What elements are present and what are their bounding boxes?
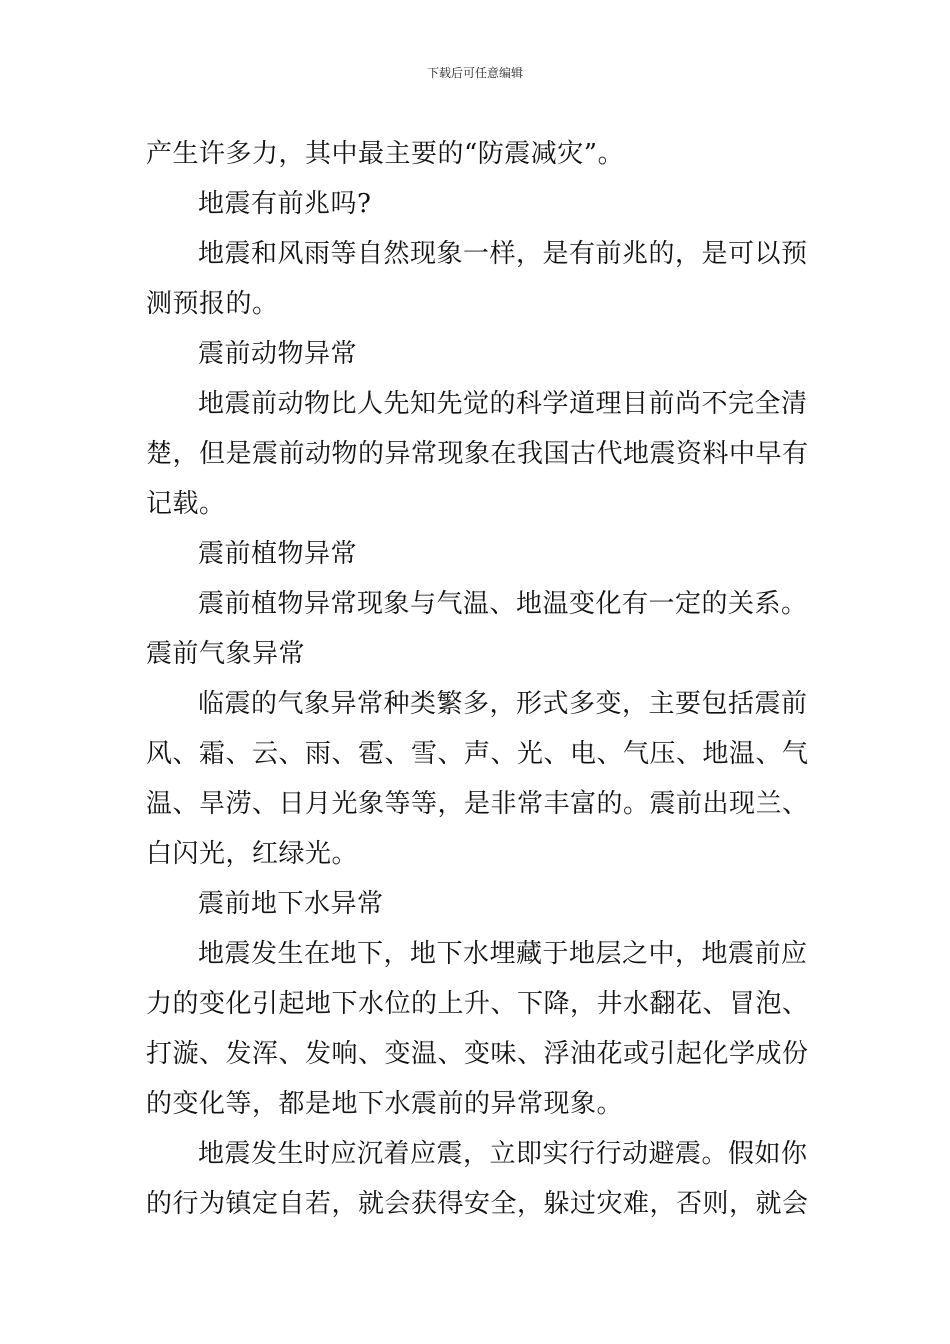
- text-line: 白闪光，红绿光。: [146, 839, 359, 869]
- text-line: 产生许多力，其中最主要的“防震减灾”。: [146, 139, 625, 169]
- document-body: [146, 129, 809, 1229]
- text-line: 风、霜、云、雨、雹、雪、声、光、电、气压、地温、气: [146, 739, 809, 769]
- page-header-note: 下载后可任意编辑: [426, 66, 523, 80]
- section-heading: 震前气象异常: [146, 639, 306, 669]
- text-line: 力的变化引起地下水位的上升、下降，井水翻花、冒泡、: [146, 989, 809, 1019]
- text-line: 记载。: [146, 489, 226, 519]
- section-heading: 震前动物异常: [198, 339, 358, 369]
- text-line: 测预报的。: [146, 289, 279, 319]
- text-line: 地震发生在地下，地下水埋藏于地层之中，地震前应: [198, 939, 808, 969]
- text-line: 的行为镇定自若，就会获得安全，躲过灾难，否则，就会: [146, 1189, 809, 1219]
- text-line: 的变化等，都是地下水震前的异常现象。: [146, 1089, 624, 1119]
- text-line: 地震和风雨等自然现象一样，是有前兆的，是可以预: [198, 239, 808, 269]
- text-line: 打漩、发浑、发响、变温、变味、浮油花或引起化学成份: [146, 1039, 809, 1069]
- section-heading: 震前地下水异常: [198, 889, 384, 919]
- text-line: 震前植物异常现象与气温、地温变化有一定的关系。: [198, 589, 808, 619]
- text-line: 温、旱涝、日月光象等等，是非常丰富的。震前出现兰、: [146, 789, 809, 819]
- section-heading: 地震有前兆吗?: [198, 189, 372, 219]
- text-line: 地震前动物比人先知先觉的科学道理目前尚不完全清: [198, 389, 808, 419]
- section-heading: 震前植物异常: [198, 539, 358, 569]
- text-line: 临震的气象异常种类繁多，形式多变，主要包括震前: [198, 689, 808, 719]
- text-line: 楚，但是震前动物的异常现象在我国古代地震资料中早有: [146, 439, 809, 469]
- text-line: 地震发生时应沉着应震，立即实行行动避震。假如你: [198, 1139, 808, 1169]
